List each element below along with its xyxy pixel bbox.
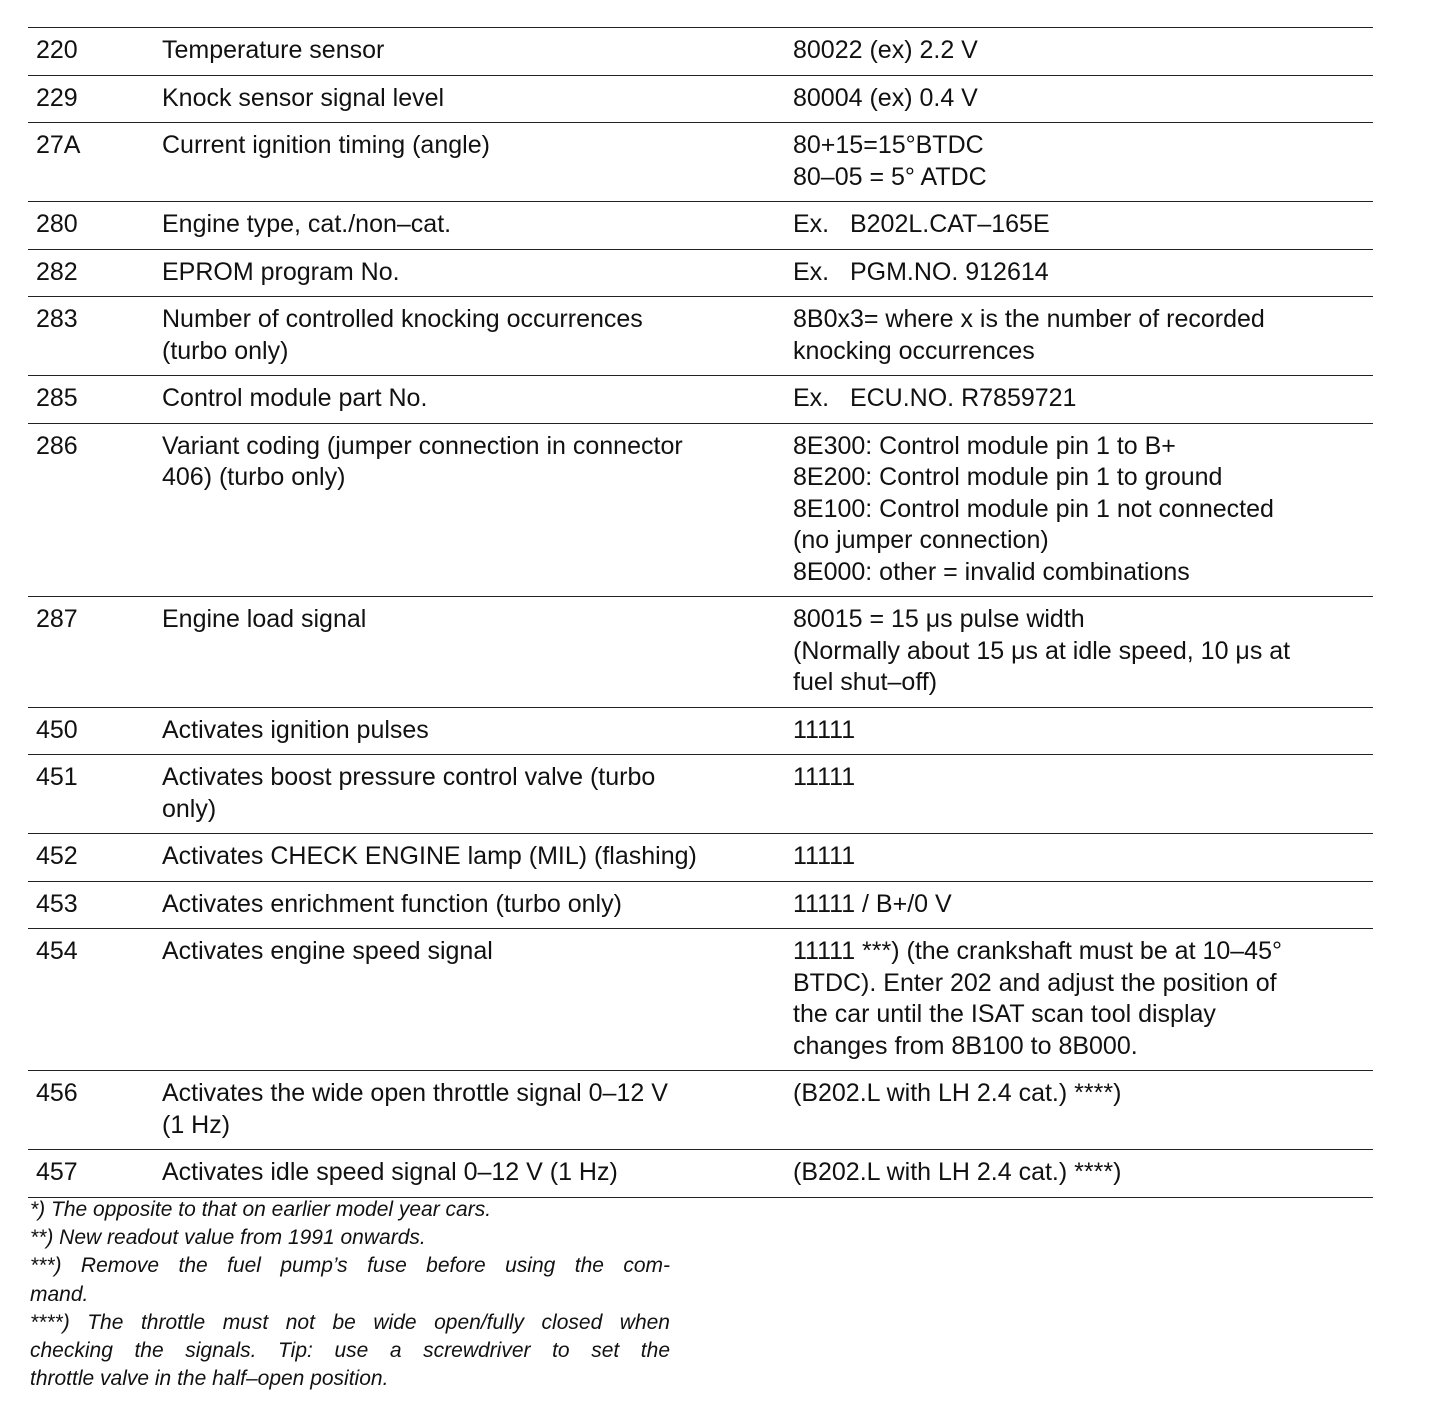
readout-value <box>793 83 1373 115</box>
footnote-line: *) The opposite to that on earlier model year cars. <box>30 1198 492 1221</box>
footnote-line: **) New readout value from 1991 onwards. <box>30 1226 426 1250</box>
command-description <box>162 304 793 367</box>
command-description <box>162 35 793 67</box>
command-description <box>162 715 793 747</box>
command-code: 220 <box>36 36 78 64</box>
command-description <box>162 936 793 1062</box>
value-line: knocking occurrences <box>793 336 1035 365</box>
command-code: 457 <box>36 1158 78 1186</box>
command-code: 456 <box>36 1079 78 1107</box>
readout-value <box>793 936 1373 1062</box>
footnote-line: ***) Remove the fuel pump’s fuse before using the com- <box>30 1254 670 1278</box>
readout-value <box>793 1078 1373 1141</box>
command-code: 452 <box>36 842 78 870</box>
value-line: BTDC). Enter 202 and adjust the position of <box>793 968 1277 997</box>
footnote-line: checking the signals. Tip: use a screwdriver to set the <box>30 1339 670 1363</box>
command-description <box>162 431 793 589</box>
footnotes <box>30 1196 670 1393</box>
value-line: 8E100: Control module pin 1 not connected <box>793 494 1274 523</box>
command-description <box>162 83 793 115</box>
readout-value <box>793 715 1373 747</box>
table-row <box>28 297 1373 376</box>
command-code: 282 <box>36 257 78 286</box>
command-code: 286 <box>36 431 78 460</box>
value-line: Ex. B202L.CAT–165E <box>793 210 1050 238</box>
description-line: Engine type, cat./non–cat. <box>162 210 452 238</box>
table-row <box>28 202 1373 250</box>
description-line: Knock sensor signal level <box>162 83 445 112</box>
description-line: 406) (turbo only) <box>162 463 346 491</box>
description-line: Activates boost pressure control valve (turbo <box>162 763 656 791</box>
value-line: 8E200: Control module pin 1 to ground <box>793 463 1223 491</box>
command-code: 453 <box>36 889 78 918</box>
readout-value <box>793 1157 1373 1189</box>
value-line: 80015 = 15 μs pulse width <box>793 605 1085 633</box>
command-description <box>162 604 793 699</box>
diagnostic-command-table <box>28 27 1373 1198</box>
readout-value <box>793 304 1373 367</box>
value-line: the car until the ISAT scan tool display <box>793 1000 1216 1028</box>
description-line: Number of controlled knocking occurrences <box>162 305 643 333</box>
table-row <box>28 597 1373 708</box>
command-description <box>162 130 793 193</box>
table-row <box>28 250 1373 298</box>
description-line: only) <box>162 794 217 823</box>
table-row <box>28 882 1373 930</box>
value-line: (no jumper connection) <box>793 526 1049 554</box>
readout-value <box>793 35 1373 67</box>
command-code: 283 <box>36 305 78 333</box>
readout-value <box>793 604 1373 699</box>
description-line: Activates ignition pulses <box>162 715 429 744</box>
table-row <box>28 28 1373 76</box>
command-code: 451 <box>36 763 78 791</box>
value-line: fuel shut–off) <box>793 668 938 696</box>
table-row <box>28 708 1373 756</box>
table-row <box>28 376 1373 424</box>
value-line: 80+15=15°BTDC <box>793 131 984 159</box>
description-line: Activates the wide open throttle signal 0–12 V <box>162 1079 668 1107</box>
table-row <box>28 929 1373 1071</box>
value-line: 80022 (ex) 2.2 V <box>793 36 978 64</box>
command-code: 287 <box>36 605 78 633</box>
table-row <box>28 123 1373 202</box>
value-line: 11111 / B+/0 V <box>793 889 952 918</box>
value-line: 11111 <box>793 842 856 870</box>
description-line: Activates idle speed signal 0–12 V (1 Hz) <box>162 1158 618 1186</box>
value-line: Ex. PGM.NO. 912614 <box>793 257 1049 286</box>
readout-value <box>793 209 1373 241</box>
command-code: 285 <box>36 384 78 412</box>
value-line: 11111 <box>793 763 856 791</box>
description-line: (1 Hz) <box>162 1110 231 1139</box>
readout-value <box>793 431 1373 589</box>
description-line: Engine load signal <box>162 605 367 633</box>
command-description <box>162 257 793 289</box>
command-description <box>162 1078 793 1141</box>
command-description <box>162 209 793 241</box>
description-line: (turbo only) <box>162 336 289 365</box>
command-description <box>162 1157 793 1189</box>
footnote-line: throttle valve in the half–open position. <box>30 1367 389 1391</box>
table-row <box>28 755 1373 834</box>
readout-value <box>793 841 1373 873</box>
readout-value <box>793 383 1373 415</box>
value-line: (B202.L with LH 2.4 cat.) ****) <box>793 1158 1122 1186</box>
command-code: 454 <box>36 937 78 965</box>
value-line: 8E300: Control module pin 1 to B+ <box>793 431 1176 460</box>
readout-value <box>793 257 1373 289</box>
value-line: 80–05 = 5° ATDC <box>793 162 987 191</box>
readout-value <box>793 889 1373 921</box>
value-line: 8B0x3= where x is the number of recorded <box>793 305 1265 333</box>
value-line: (B202.L with LH 2.4 cat.) ****) <box>793 1079 1122 1107</box>
value-line: 8E000: other = invalid combinations <box>793 557 1190 586</box>
command-description <box>162 762 793 825</box>
readout-value <box>793 130 1373 193</box>
table-row <box>28 834 1373 882</box>
description-line: EPROM program No. <box>162 257 400 286</box>
value-line: 11111 <box>793 715 856 744</box>
value-line: changes from 8B100 to 8B000. <box>793 1031 1138 1060</box>
value-line: (Normally about 15 μs at idle speed, 10 μs at <box>793 636 1291 665</box>
value-line: 11111 ***) (the crankshaft must be at 10–45° <box>793 937 1282 965</box>
description-line: Control module part No. <box>162 384 428 412</box>
value-line: 80004 (ex) 0.4 V <box>793 83 978 112</box>
footnote-line: ****) The throttle must not be wide open/fully closed when <box>30 1310 670 1334</box>
table-row <box>28 1071 1373 1150</box>
command-code: 229 <box>36 83 78 112</box>
description-line: Variant coding (jumper connection in connector <box>162 431 683 460</box>
command-description <box>162 841 793 873</box>
command-code: 27A <box>36 131 81 159</box>
description-line: Current ignition timing (angle) <box>162 131 490 159</box>
description-line: Activates enrichment function (turbo only) <box>162 889 622 918</box>
footnote-line: mand. <box>30 1282 89 1306</box>
readout-value <box>793 762 1373 825</box>
table-row <box>28 76 1373 124</box>
value-line: Ex. ECU.NO. R7859721 <box>793 384 1077 412</box>
table-row <box>28 424 1373 598</box>
description-line: Activates engine speed signal <box>162 937 493 965</box>
command-code: 280 <box>36 210 78 238</box>
command-description <box>162 383 793 415</box>
command-code: 450 <box>36 715 78 744</box>
table-row <box>28 1150 1373 1198</box>
description-line: Temperature sensor <box>162 36 385 64</box>
command-description <box>162 889 793 921</box>
description-line: Activates CHECK ENGINE lamp (MIL) (flashing) <box>162 842 697 870</box>
